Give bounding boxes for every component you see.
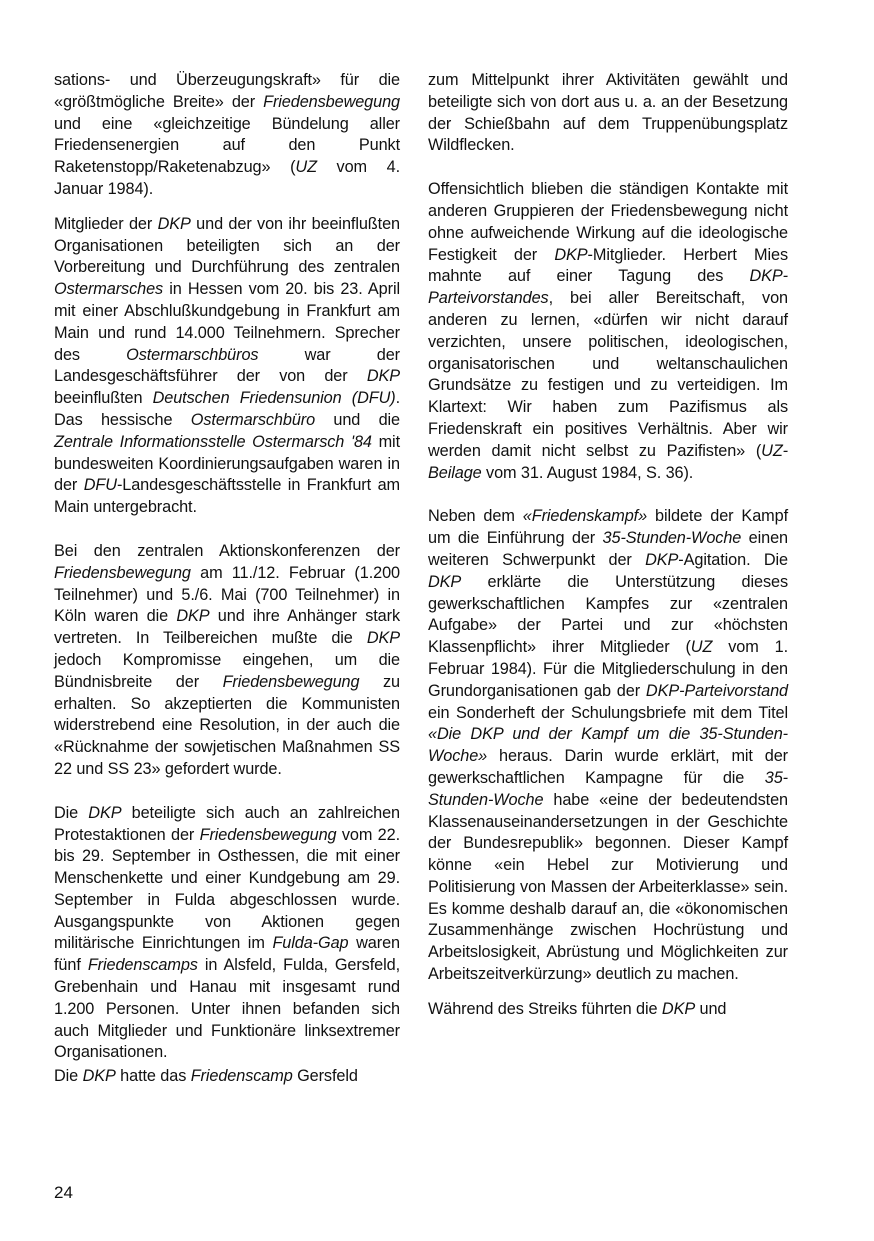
text-run: und der von ihr beeinflußten Organisationen beteiligten sich an der Vorbereitung und Durchführung des zentralen bbox=[54, 214, 400, 277]
text-run: , bei aller Bereitschaft, von anderen zu lernen, «dürfen wir nicht darauf verzichten, unsere politischen, ideologischen, organisatorischen und weltanschaulichen Grundsätze zu festigen und zu verteidigen. Im Klartext: Wir haben zum Pazifismus als Friedenskraft ein positives Verhältnis. Aber wir werden damit nicht selbst zu Pazifisten» ( bbox=[428, 289, 788, 460]
text-run: vom 22. bis 29. September in Osthessen, die mit einer Menschenkette und einer Kundgebung am 29. September in Fulda abgeschlossen wurde. Ausgangspunkte von Aktionen gegen militärische Einrichtungen im bbox=[54, 825, 400, 953]
paragraph bbox=[428, 506, 788, 986]
italic-text: Friedensbewegung bbox=[222, 672, 360, 691]
italic-text: DKP bbox=[88, 803, 122, 822]
text-run: . Das hessische bbox=[54, 389, 400, 429]
text-run: -Agitation. Die bbox=[678, 550, 789, 569]
right-column bbox=[428, 70, 788, 1021]
italic-text: Fulda-Gap bbox=[272, 934, 349, 953]
text-run: ein Sonderheft der Schulungsbriefe mit dem Titel bbox=[428, 703, 788, 722]
text-run: heraus. Darin wurde erklärt, mit der gewerkschaftlichen Kampagne für die bbox=[428, 747, 788, 787]
text-run: jedoch Kompromisse eingehen, um die Bündnisbreite der bbox=[54, 650, 400, 691]
left-column bbox=[54, 70, 400, 1088]
italic-text: Ostermarsches bbox=[54, 280, 164, 299]
text-run: bildete der Kampf um die Einführung der bbox=[428, 507, 788, 548]
text-run: Gersfeld bbox=[292, 1067, 358, 1086]
italic-text: «Die DKP und der Kampf um die 35-Stunden-Woche» bbox=[428, 725, 788, 766]
text-run: erklärte die Unterstützung dieses gewerkschaftlichen Kampfes zur «zentralen Aufgabe» der Partei und zur «höchsten Klassenpflicht» ihrer Mitglieder ( bbox=[428, 572, 788, 657]
text-run: zu erhalten. So akzeptierten die Kommunisten widerstrebend eine Resolution, in der auch die «Rücknahme der sowjetischen Maßnahmen SS 22 und SS 23» gefordert wurde. bbox=[54, 672, 401, 778]
italic-text: Zentrale Informationsstelle Ostermarsch '84 bbox=[54, 432, 372, 451]
italic-text: DKP bbox=[366, 367, 400, 386]
italic-text: 35-Stunden-Woche bbox=[602, 529, 742, 548]
italic-text: DKP bbox=[645, 550, 679, 569]
paragraph bbox=[428, 179, 788, 484]
text-run: zum Mittelpunkt ihrer Aktivitäten gewählt und beteiligte sich von dort aus u. a. an der Besetzung der Schießbahn auf dem Truppenübungsplatz Wildflecken. bbox=[428, 71, 788, 155]
text-run: und bbox=[695, 999, 727, 1018]
italic-text: UZ-Beilage bbox=[428, 441, 788, 482]
text-run: am 11./12. Februar (1.200 Teilnehmer) und 5./6. Mai (700 Teilnehmer) in Köln waren die bbox=[54, 563, 400, 626]
text-run: beeinflußten bbox=[54, 389, 153, 408]
text-run: Bei den zentralen Aktionskonferenzen der bbox=[54, 541, 400, 560]
italic-text: DKP-Parteivorstandes bbox=[428, 267, 788, 308]
text-run: vom 4. Januar 1984). bbox=[54, 158, 401, 198]
text-run: mit bundesweiten Koordinierungsaufgaben waren in der bbox=[54, 432, 400, 495]
text-run: hatte das bbox=[115, 1067, 191, 1086]
text-run: vom 31. August 1984, S. 36). bbox=[481, 463, 694, 482]
page-number: 24 bbox=[54, 1183, 73, 1202]
italic-text: DKP bbox=[82, 1067, 116, 1086]
text-run: Offensichtlich blieben die ständigen Kontakte mit anderen Gruppieren der Friedensbewegung nicht ohne aufweichende Wirkung auf die ideologische Festigkeit der bbox=[428, 180, 788, 264]
italic-text: «Friedenskampf» bbox=[522, 507, 648, 526]
text-run: -Mitglieder. Herbert Mies mahnte auf einer Tagung des bbox=[428, 245, 788, 286]
italic-text: DKP-Parteivorstand bbox=[645, 681, 788, 700]
italic-text: UZ bbox=[295, 158, 317, 177]
italic-text: Friedenscamp bbox=[190, 1067, 293, 1086]
paragraph bbox=[428, 999, 788, 1021]
text-run: habe «eine der bedeutendsten Klassenauseinandersetzungen in der Geschichte der Bundesrepublik» begonnen. Dieser Kampf könne «ein Hebel zur Motivierung und Politisierung von Massen der Arbeiterklasse» sein. Es komme deshalb darauf an, die «ökonomischen Zusammenhänge zwischen Hochrüstung und Arbeitslosigkeit, Abrüstung und Möglichkeiten zur Arbeitszeitverkürzung» deutlich zu machen. bbox=[428, 790, 788, 984]
italic-text: Ostermarschbüros bbox=[126, 345, 259, 364]
italic-text: DKP bbox=[661, 999, 696, 1018]
italic-text: DKP bbox=[157, 214, 191, 233]
text-run: waren fünf bbox=[54, 934, 400, 975]
text-run: und eine «gleichzeitige Bündelung aller Friedensenergien auf den Punkt Raketenstopp/Raketenabzug» ( bbox=[54, 114, 400, 177]
text-run: in Hessen vom 20. bis 23. April mit einer Abschlußkundgebung in Frankfurt am Main und rund 14.000 Teilnehmern. Sprecher des bbox=[54, 280, 400, 364]
italic-text: 35-Stunden-Woche bbox=[428, 768, 788, 809]
text-run: einen weiteren Schwerpunkt der bbox=[428, 529, 788, 569]
text-run: -Landesgeschäftsstelle in Frankfurt am Main untergebracht. bbox=[54, 476, 400, 517]
italic-text: DFU bbox=[83, 476, 117, 495]
text-run: beteiligte sich auch an zahlreichen Protestaktionen der bbox=[54, 803, 400, 844]
text-run: in Alsfeld, Fulda, Gersfeld, Grebenhain und Hanau mit insgesamt rund 1.200 Personen. Unter ihnen befanden sich auch Mitglieder und Funktionäre linksextremer Organisationen. bbox=[54, 956, 400, 1062]
text-run: und die bbox=[315, 410, 401, 429]
italic-text: Friedensbewegung bbox=[54, 563, 191, 582]
italic-text: DKP bbox=[366, 629, 400, 648]
paragraph bbox=[54, 70, 400, 201]
italic-text: Friedensbewegung bbox=[263, 92, 400, 111]
text-run: Die bbox=[54, 803, 89, 822]
italic-text: Ostermarschbüro bbox=[190, 410, 316, 429]
text-run: Neben dem bbox=[428, 507, 523, 526]
italic-text: DKP bbox=[176, 607, 210, 626]
italic-text: Deutschen Friedensunion (DFU) bbox=[152, 389, 396, 408]
text-run: war der Landesgeschäftsführer der von der bbox=[54, 345, 400, 386]
paragraph bbox=[54, 1066, 400, 1088]
italic-text: DKP bbox=[428, 572, 462, 591]
italic-text: Friedensbewegung bbox=[199, 825, 337, 844]
text-run: Die bbox=[54, 1067, 83, 1086]
text-run: sations- und Überzeugungskraft» für die «größtmögliche Breite» der bbox=[54, 71, 400, 111]
italic-text: Friedenscamps bbox=[87, 956, 198, 975]
paragraph bbox=[428, 70, 788, 157]
paragraph bbox=[54, 214, 400, 519]
italic-text: DKP bbox=[554, 245, 588, 264]
italic-text: UZ bbox=[690, 638, 713, 657]
paragraph bbox=[54, 541, 400, 781]
text-run: Während des Streiks führten die bbox=[428, 999, 662, 1018]
paragraph bbox=[54, 803, 400, 1065]
text-run: Mitglieder der bbox=[54, 214, 158, 233]
text-run: und ihre Anhänger stark vertreten. In Teilbereichen mußte die bbox=[54, 607, 400, 648]
text-run: vom 1. Februar 1984). Für die Mitgliederschulung in den Grundorganisationen gab der bbox=[428, 638, 788, 700]
